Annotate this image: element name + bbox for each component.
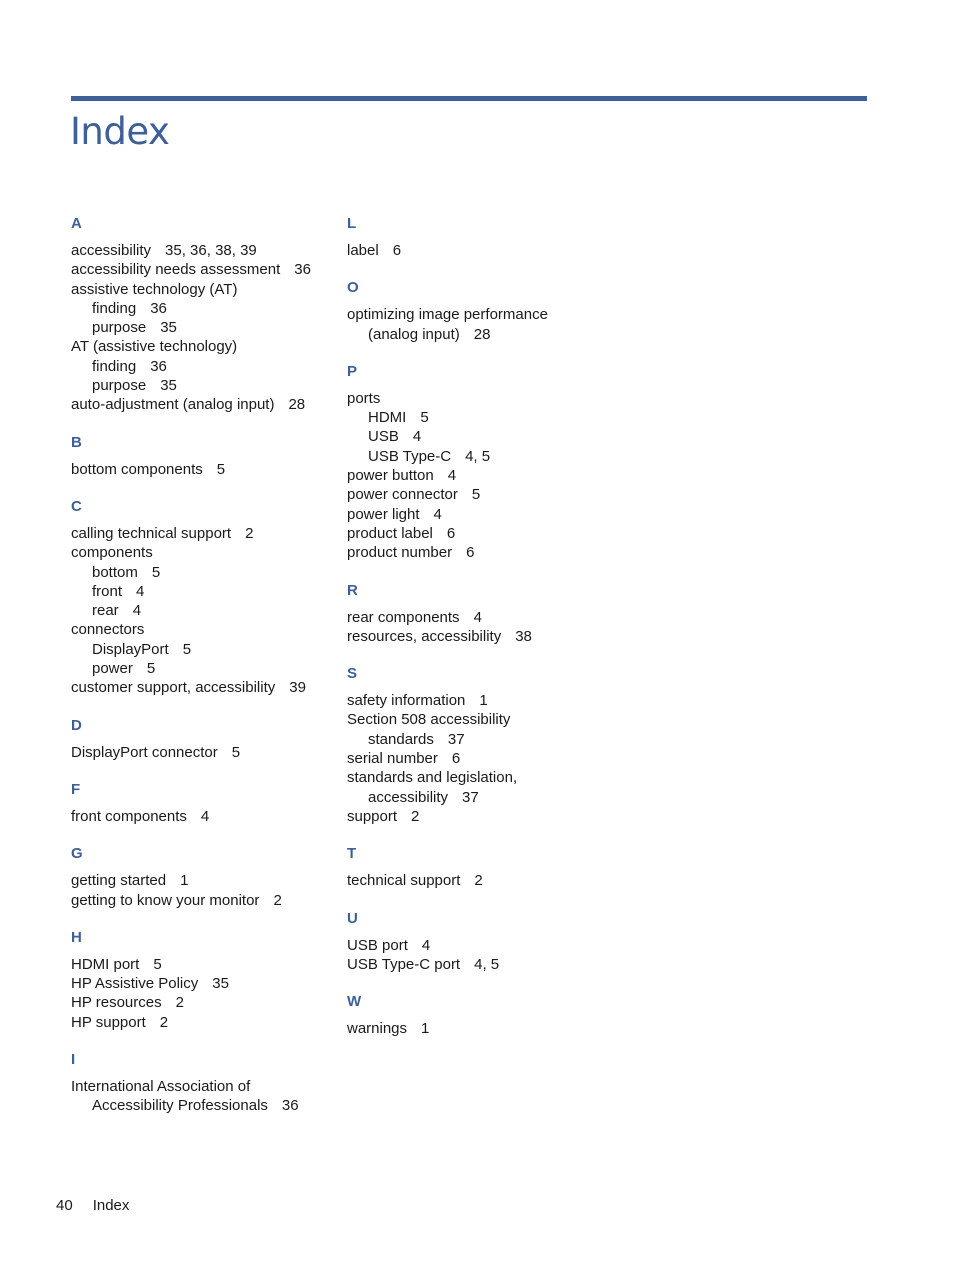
entry-page-ref[interactable]: 4 [473,608,482,626]
entry-term: front components [71,807,187,825]
index-section-a [71,214,333,415]
index-section-c [71,497,333,698]
index-entry [347,871,609,890]
entry-term: International Association of [71,1078,251,1096]
section-letter: O [347,279,359,297]
entry-page-ref[interactable]: 4 [421,936,431,954]
entry-term: product label [347,524,433,542]
entry-page-ref[interactable]: 5 [182,640,192,658]
section-letter: C [71,497,82,515]
entry-term-cont-text: (analog input) [368,325,460,343]
entry-page-ref[interactable]: 5 [231,743,241,761]
entry-term: HP support [71,1013,146,1031]
entry-page-ref[interactable]: 36 [150,299,167,317]
index-section-g [71,844,333,910]
entry-term-continued [347,788,609,807]
entry-page-ref[interactable]: 4, 5 [474,955,500,973]
index-subentry [71,376,333,395]
index-section-w [347,992,609,1038]
index-entry [347,485,609,504]
index-section-p [347,362,609,563]
section-letter: P [347,362,358,380]
index-entry [71,241,333,260]
entry-term: finding [92,299,137,317]
index-section-h [71,928,333,1032]
entry-term: accessibility needs assessment [71,261,281,279]
entry-page-ref[interactable]: 2 [411,807,420,825]
entry-page-ref[interactable]: 35 [160,377,177,395]
entry-page-ref[interactable]: 1 [479,692,488,710]
entry-term: DisplayPort [92,640,169,658]
section-letter: L [347,215,357,232]
entry-term-cont-text: accessibility [368,788,449,806]
index-entry [347,608,609,627]
entry-term: HDMI port [71,955,140,973]
entry-term-cont-text: standards [368,730,434,748]
index-entry [347,691,609,710]
title-rule [71,96,867,101]
entry-page-ref[interactable]: 36 [281,1097,299,1115]
entry-term: standards and legislation, [347,769,518,787]
entry-page-ref[interactable]: 4 [136,582,145,600]
entry-page-ref[interactable]: 6 [466,544,475,562]
index-subentry [71,318,333,337]
entry-page-ref[interactable]: 5 [151,563,161,581]
entry-page-ref[interactable]: 35 [212,975,229,993]
entry-term-continued [347,730,609,749]
entry-term: front [92,582,123,600]
entry-term: purpose [92,319,147,337]
entry-page-ref[interactable]: 5 [471,486,481,504]
footer-label: Index [92,1197,130,1214]
entry-page-ref[interactable]: 6 [451,750,461,768]
index-section-o [347,278,609,344]
index-entry [71,955,333,974]
entry-term-cont-text: Accessibility Professionals [92,1097,268,1115]
entry-page-ref[interactable]: 1 [421,1020,430,1038]
entry-page-ref[interactable]: 35, 36, 38, 39 [165,242,257,259]
entry-term: getting started [71,872,167,890]
index-column-left [71,214,333,1134]
entry-term: support [347,807,398,825]
index-entry [71,1013,333,1032]
entry-term: calling technical support [71,524,232,542]
entry-term: finding [92,357,137,375]
entry-page-ref[interactable]: 4 [132,602,142,620]
section-letter: B [71,433,82,451]
entry-term: power light [347,505,420,523]
entry-term: USB Type-C port [347,955,461,973]
index-entry [347,389,609,408]
index-section-t [347,844,609,890]
index-entry [71,280,333,299]
entry-term: HP Assistive Policy [71,975,199,993]
section-letter: H [71,928,82,946]
section-letter: S [347,665,358,683]
index-entry [347,524,609,543]
index-entry [71,460,333,479]
index-entry [347,749,609,768]
index-entry [71,871,333,890]
entry-page-ref[interactable]: 2 [245,524,254,542]
index-entry [71,743,333,762]
entry-page-ref[interactable]: 36 [294,261,311,279]
index-section-i [71,1050,333,1116]
index-entry [347,768,609,807]
entry-term: rear [92,602,119,620]
index-subentry [71,299,333,318]
entry-term: components [71,544,153,562]
section-letter: T [347,845,357,863]
entry-page-ref[interactable]: 4 [433,505,442,523]
index-section-s [347,664,609,826]
index-section-r [347,581,609,647]
entry-page-ref[interactable]: 4 [200,807,210,825]
entry-term-continued [71,1096,333,1115]
entry-term: customer support, accessibility [71,679,276,697]
entry-term: bottom [92,563,138,581]
section-letter: G [71,845,83,863]
index-entry [71,974,333,993]
index-entry [71,543,333,562]
index-column-right [347,214,609,1056]
index-entry [347,241,609,260]
page-number: 40 [56,1197,73,1214]
entry-term: USB [368,428,399,446]
entry-term: label [347,242,379,259]
index-entry [347,807,609,826]
entry-term: optimizing image performance [347,306,548,324]
index-section-u [347,909,609,975]
entry-term: rear components [347,608,460,626]
index-subentry [71,659,333,678]
section-letter: R [347,581,358,599]
entry-page-ref[interactable]: 37 [462,788,479,806]
section-letter: A [71,215,82,232]
entry-term: accessibility [71,242,152,259]
index-entry [347,936,609,955]
index-subentry [71,640,333,659]
section-letter: D [71,716,82,734]
index-entry [347,466,609,485]
index-entry [71,260,333,279]
entry-term: power button [347,467,434,485]
section-letter: U [347,909,358,927]
index-section-f [71,780,333,826]
entry-term-continued [347,325,609,344]
entry-page-ref[interactable]: 28 [473,325,491,343]
entry-term: bottom components [71,460,203,478]
index-entry [71,807,333,826]
entry-page-ref[interactable]: 4 [412,428,422,446]
entry-term: getting to know your monitor [71,891,260,909]
entry-page-ref[interactable]: 2 [273,891,282,909]
entry-page-ref[interactable]: 1 [180,872,189,890]
entry-page-ref[interactable]: 28 [288,396,306,414]
entry-term: warnings [347,1020,408,1038]
index-entry [71,891,333,910]
entry-page-ref[interactable]: 2 [175,994,184,1012]
entry-term: USB port [347,936,408,954]
entry-page-ref[interactable]: 5 [153,955,162,973]
index-entry [71,1077,333,1116]
entry-term: safety information [347,692,466,710]
entry-term: auto-adjustment (analog input) [71,396,275,414]
index-entry [71,620,333,639]
entry-page-ref[interactable]: 6 [446,524,456,542]
index-entry [347,627,609,646]
entry-term: serial number [347,750,438,768]
entry-page-ref[interactable]: 2 [159,1013,169,1031]
section-letter: W [347,993,362,1011]
entry-page-ref[interactable]: 4, 5 [465,447,491,465]
entry-page-ref[interactable]: 5 [216,460,226,478]
index-entry [71,395,333,414]
index-entry [347,1019,609,1038]
entry-term: AT (assistive technology) [71,338,238,356]
entry-page-ref[interactable]: 6 [392,242,402,259]
entry-page-ref[interactable]: 5 [146,660,156,678]
entry-term: power connector [347,486,458,504]
index-entry [347,305,609,344]
entry-term: DisplayPort connector [71,743,218,761]
entry-term: product number [347,544,453,562]
index-entry [347,543,609,562]
index-entry [347,710,609,749]
index-section-l [347,214,609,260]
index-entry [71,337,333,356]
index-subentry [71,357,333,376]
index-subentry [71,563,333,582]
entry-term: USB Type-C [368,447,452,465]
index-section-d [71,716,333,762]
index-entry [71,993,333,1012]
index-subentry [347,427,609,446]
index-entry [347,505,609,524]
index-entry [71,678,333,697]
entry-page-ref[interactable]: 39 [289,679,306,697]
entry-term: connectors [71,621,145,639]
entry-page-ref[interactable]: 38 [515,627,532,645]
entry-term: HDMI [368,409,407,427]
entry-term: purpose [92,377,147,395]
section-letter: I [71,1051,76,1069]
entry-page-ref[interactable]: 37 [447,730,465,748]
index-subentry [347,447,609,466]
entry-page-ref[interactable]: 5 [420,409,429,427]
entry-term: Section 508 accessibility [347,711,511,729]
index-entry [71,524,333,543]
entry-page-ref[interactable]: 2 [474,872,483,890]
entry-term: resources, accessibility [347,627,502,645]
entry-term: technical support [347,872,461,890]
entry-term: power [92,660,133,678]
page-title: Index [70,110,170,153]
index-section-b [71,433,333,479]
index-subentry [71,582,333,601]
entry-page-ref[interactable]: 4 [447,467,457,485]
section-letter: F [71,780,81,798]
entry-term: HP resources [71,994,162,1012]
index-subentry [71,601,333,620]
entry-page-ref[interactable]: 35 [160,319,177,337]
index-subentry [347,408,609,427]
entry-term: ports [347,389,381,407]
page-footer [56,1196,129,1215]
entry-page-ref[interactable]: 36 [150,357,167,375]
entry-term: assistive technology (AT) [71,280,238,298]
index-entry [347,955,609,974]
